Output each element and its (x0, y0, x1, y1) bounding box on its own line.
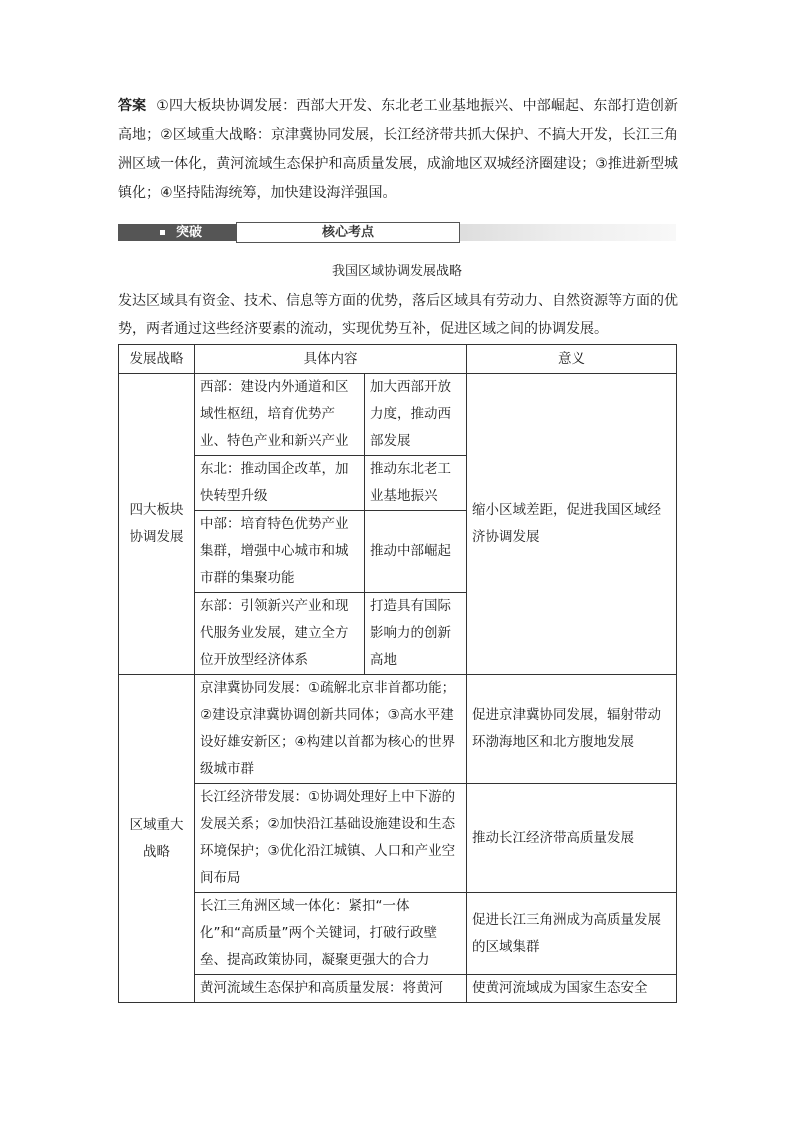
content-cell: 长江经济带发展：①协调处理好上中下游的发展关系；②加快沿江基础设施建设和生态环境保护；③优化沿江城镇、人口和产业空间布局 (195, 784, 467, 893)
square-bullet-icon (160, 230, 165, 235)
effect-cell: 加大西部开放力度，推动西部发展 (365, 374, 467, 456)
meaning-cell: 促进长江三角洲成为高质量发展的区域集群 (467, 893, 677, 975)
content-cell: 京津冀协同发展：①疏解北京非首都功能；②建设京津冀协调创新共同体；③高水平建设好雄安新区；④构建以首都为核心的世界级城市群 (195, 675, 467, 784)
header-content: 具体内容 (195, 345, 467, 374)
strategy-name-major: 区域重大战略 (119, 675, 195, 1003)
meaning-cell: 推动长江经济带高质量发展 (467, 784, 677, 893)
table-row (119, 374, 677, 456)
banner-tag-breakthrough: 突破 (176, 225, 203, 240)
answer-text: ①四大板块协调发展：西部大开发、东北老工业基地振兴、中部崛起、东部打造创新高地；②区域重大战略：京津冀协同发展，长江经济带共抓大保护、不搞大开发，长江三角洲区域一体化，黄河流域生态保护和高质量发展，成渝地区双城经济圈建设；③推进新型城镇化；④坚持陆海统筹，加快建设海洋强国。 (118, 98, 678, 201)
effect-cell: 打造具有国际影响力的创新高地 (365, 593, 467, 675)
strategy-table (118, 344, 677, 1003)
meaning-cell: 缩小区域差距，促进我国区域经济协调发展 (467, 374, 677, 675)
banner-tag-core: 核心考点 (236, 222, 460, 243)
header-strategy: 发展战略 (119, 345, 195, 374)
content-cell: 东北：推动国企改革，加快转型升级 (195, 456, 365, 511)
intro-paragraph: 发达区域具有资金、技术、信息等方面的优势，落后区域具有劳动力、自然资源等方面的优势，两者通过这些经济要素的流动，实现优势互补，促进区域之间的协调发展。 (118, 293, 678, 337)
answer-label: 答案 (118, 98, 147, 114)
header-meaning: 意义 (467, 345, 677, 374)
content-cell: 长江三角洲区域一体化：紧扣“一体化”和“高质量”两个关键词，打破行政壁垒、提高政策协同，凝聚更强大的合力 (195, 893, 467, 975)
table-row (119, 893, 677, 975)
table-row (119, 975, 677, 1003)
content-cell: 黄河流域生态保护和高质量发展：将黄河 (195, 975, 467, 1003)
table-row (119, 784, 677, 893)
meaning-cell: 使黄河流域成为国家生态安全 (467, 975, 677, 1003)
meaning-cell: 促进京津冀协同发展，辐射带动环渤海地区和北方腹地发展 (467, 675, 677, 784)
content-cell: 西部：建设内外通道和区域性枢纽，培育优势产业、特色产业和新兴产业 (195, 374, 365, 456)
strategy-name-four: 四大板块协调发展 (119, 374, 195, 675)
content-cell: 东部：引领新兴产业和现代服务业发展，建立全方位开放型经济体系 (195, 593, 365, 675)
section-title: 我国区域协调发展战略 (331, 264, 462, 279)
content-cell: 中部：培育特色优势产业集群，增强中心城市和城市群的集聚功能 (195, 511, 365, 593)
effect-cell: 推动东北老工业基地振兴 (365, 456, 467, 511)
effect-cell: 推动中部崛起 (365, 511, 467, 593)
section-banner (118, 221, 676, 245)
table-header-row (119, 345, 677, 374)
answer-paragraph (118, 92, 678, 208)
table-row (119, 675, 677, 784)
